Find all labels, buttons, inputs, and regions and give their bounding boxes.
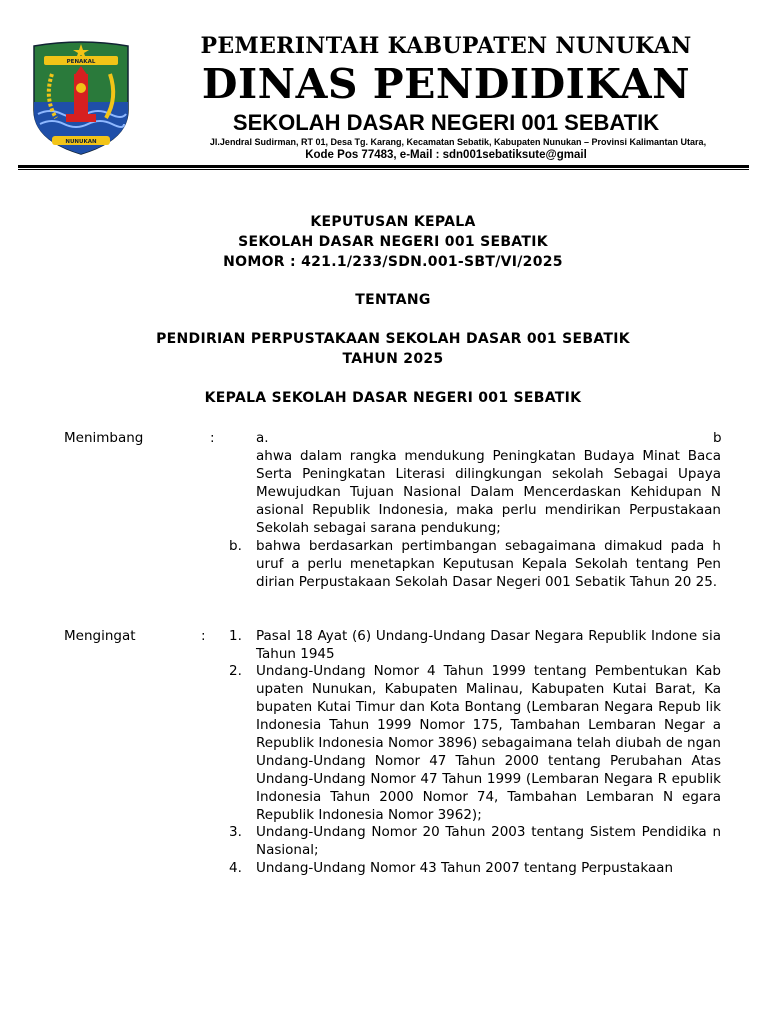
menimbang-label: Menimbang <box>64 430 144 446</box>
mengingat-item-4-text: Undang-Undang Nomor 43 Tahun 2007 tentang Perpustakaan <box>256 860 674 876</box>
decree-authority: KEPALA SEKOLAH DASAR NEGERI 001 SEBATIK <box>204 390 582 406</box>
mengingat-item-2-marker: 2. <box>229 663 242 679</box>
mengingat-item-3-marker: 3. <box>229 824 242 840</box>
decree-issuer: SEKOLAH DASAR NEGERI 001 SEBATIK <box>238 234 548 250</box>
menimbang-item-a-marker: a. <box>256 430 269 446</box>
letterhead-contact: Kode Pos 77483, e-Mail : sdn001sebatiksute@gmail <box>305 149 587 161</box>
decree-about-label: TENTANG <box>355 292 431 308</box>
menimbang-item-b-marker: b. <box>229 538 242 554</box>
letterhead-address: Jl.Jendral Sudirman, RT 01, Desa Tg. Karang, Kecamatan Sebatik, Kabupaten Nunukan – Provinsi Kalimantan Utara, <box>209 137 707 147</box>
mengingat-item-4-marker: 4. <box>229 860 242 876</box>
letterhead-school-name: SEKOLAH DASAR NEGERI 001 SEBATIK <box>232 110 660 135</box>
regency-emblem-logo <box>30 40 132 156</box>
decree-year: TAHUN 2025 <box>342 351 444 367</box>
letterhead-divider-thin <box>18 169 749 170</box>
decree-number: NOMOR : 421.1/233/SDN.001-SBT/VI/2025 <box>223 254 563 270</box>
decree-title: KEPUTUSAN KEPALA <box>310 214 476 230</box>
decree-subject: PENDIRIAN PERPUSTAKAAN SEKOLAH DASAR 001 SEBATIK <box>156 331 630 347</box>
menimbang-item-a-first-char: b <box>713 430 722 446</box>
menimbang-item-a-text: ahwa dalam rangka mendukung Peningkatan Budaya Minat Baca Serta Peningkatan Literasi dilingkungan sekolah Sebagai Upaya Mewujudkan Tujuan Nasional Dalam Mencerdaskan Kehidupan N asional Republik Indonesia, maka perlu mendirikan Perpustakaan Sekolah sebagai sarana pendukung; <box>256 448 721 536</box>
letterhead-agency-name: DINAS PENDIDIKAN <box>201 60 691 108</box>
mengingat-colon: : <box>201 628 206 644</box>
mengingat-item-1-text: Pasal 18 Ayat (6) Undang-Undang Dasar Negara Republik Indone sia Tahun 1945 <box>256 628 721 662</box>
menimbang-item-b-text: bahwa berdasarkan pertimbangan sebagaimana dimakud pada h uruf a perlu menetapkan Keputusan Kepala Sekolah tentang Pen dirian Perpustakaan Sekolah Dasar Negeri 001 Sebatik Tahun 20 25. <box>256 538 721 590</box>
logo-banner-top-text: PENAKAL <box>66 59 96 65</box>
mengingat-label: Mengingat <box>64 628 136 644</box>
letterhead-government-name: PEMERINTAH KABUPATEN NUNUKAN <box>200 33 692 59</box>
mengingat-item-2-text: Undang-Undang Nomor 4 Tahun 1999 tentang Pembentukan Kab upaten Nunukan, Kabupaten Malinau, Kabupaten Kutai Barat, Ka bupaten Kutai Timur dan Kota Bontang (Lembaran Negara Repub lik Indonesia Tahun 1999 Nomor 175, Tambahan Lembaran Negar a Republik Indonesia Nomor 3896) sebagaimana telah diubah de ngan Undang-Undang Nomor 47 Tahun 2000 tentang Perubahan Atas Undang-Undang Nomor 47 Tahun 1999 (Lembaran Negara R epublik Indonesia Tahun 2000 Nomor 74, Tambahan Lembaran N egara Republik Indonesia Nomor 3962); <box>256 663 721 823</box>
mengingat-item-3-text: Undang-Undang Nomor 20 Tahun 2003 tentang Sistem Pendidika n Nasional; <box>256 824 721 858</box>
letterhead-divider-thick <box>18 165 749 168</box>
logo-banner-bottom-text: NUNUKAN <box>65 139 97 145</box>
menimbang-colon: : <box>210 430 215 446</box>
mengingat-item-1-marker: 1. <box>229 628 242 644</box>
